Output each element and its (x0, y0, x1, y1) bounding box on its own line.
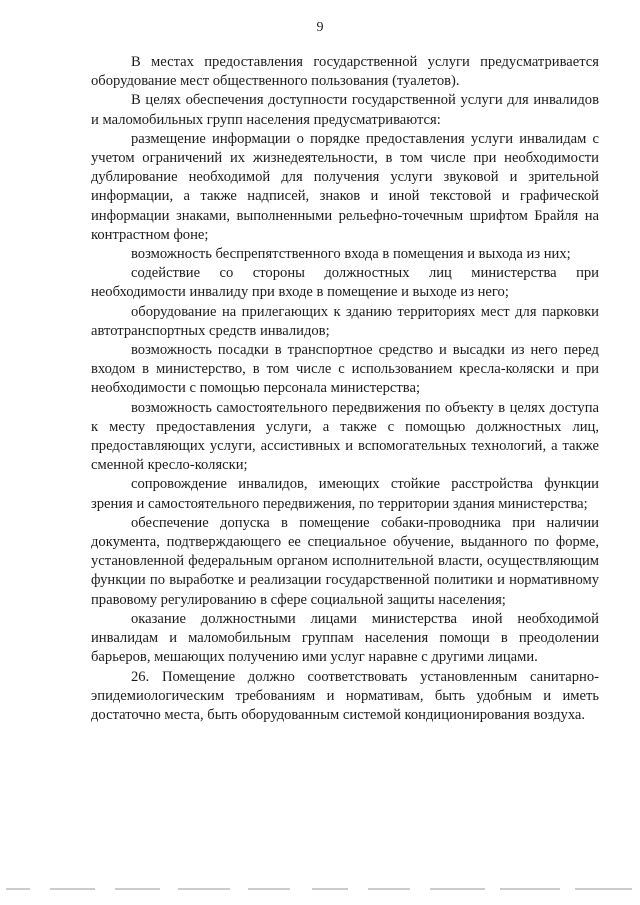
list-item-information-placement: размещение информации о порядке предоставления услуги инвалидам с учетом ограничений их жизнедеятельности, в том числе при необходимости дублирование необходимой для получения услуги звуковой и зрительной информации, а также надписей, знаков и иной текстовой и графической информации знаками, выполненными рельефно-точечным шрифтом Брайля на контрастном фоне; (91, 130, 599, 243)
list-item-parking: оборудование на прилегающих к зданию территориях мест для парковки автотранспортных средств инвалидов; (91, 303, 599, 339)
list-item-vehicle-boarding: возможность посадки в транспортное средство и высадки из него перед входом в министерство, в том числе с использованием кресла-коляски и при необходимости с помощью персонала министерства; (91, 342, 599, 397)
page-number: 9 (316, 20, 324, 35)
list-item-staff-assistance: содействие со стороны должностных лиц министерства при необходимости инвалиду при входе в помещение и выходе из него; (91, 265, 599, 301)
list-item-free-entry: возможность беспрепятственного входа в помещения и выхода из них; (131, 246, 571, 263)
list-item-other-help: оказание должностными лицами министерства иной необходимой инвалидам и маломобильным группам населения помощи в преодолении барьеров, мешающих получению ими услуг наравне с другими лицами. (91, 610, 599, 666)
list-item-independent-movement: возможность самостоятельного передвижения по объекту в целях доступа к месту предоставления услуги, а также с помощью должностных лиц, предоставляющих услуги, ассистивных и вспомогательных технологий, а также сменной кресло-коляски; (91, 399, 599, 474)
list-item-escort: сопровождение инвалидов, имеющих стойкие расстройства функции зрения и самостоятельного передвижения, по территории здания министерства; (91, 476, 599, 512)
paragraph-accessibility-intro: В целях обеспечения доступности государственной услуги для инвалидов и маломобильных групп населения предусматриваются: (91, 92, 599, 128)
document-body (91, 53, 599, 725)
list-item-guide-dog: обеспечение допуска в помещение собаки-проводника при наличии документа, подтверждающего ее специальное обучение, выданного по форме, установленной федеральным органом исполнительной власти, осуществляющим функции по выработке и реализации государственной политики и нормативному правовому регулированию в сфере социальной защиты населения; (91, 514, 599, 608)
paragraph-restrooms: В местах предоставления государственной услуги предусматривается оборудование мест общественного пользования (туалетов). (91, 54, 599, 90)
paragraph-26-premises: 26. Помещение должно соответствовать установленным санитарно-эпидемиологическим требованиям и нормативам, быть удобным и иметь достаточно места, быть оборудованным системой кондиционирования воздуха. (91, 668, 599, 723)
scan-bottom-edge (0, 886, 640, 894)
